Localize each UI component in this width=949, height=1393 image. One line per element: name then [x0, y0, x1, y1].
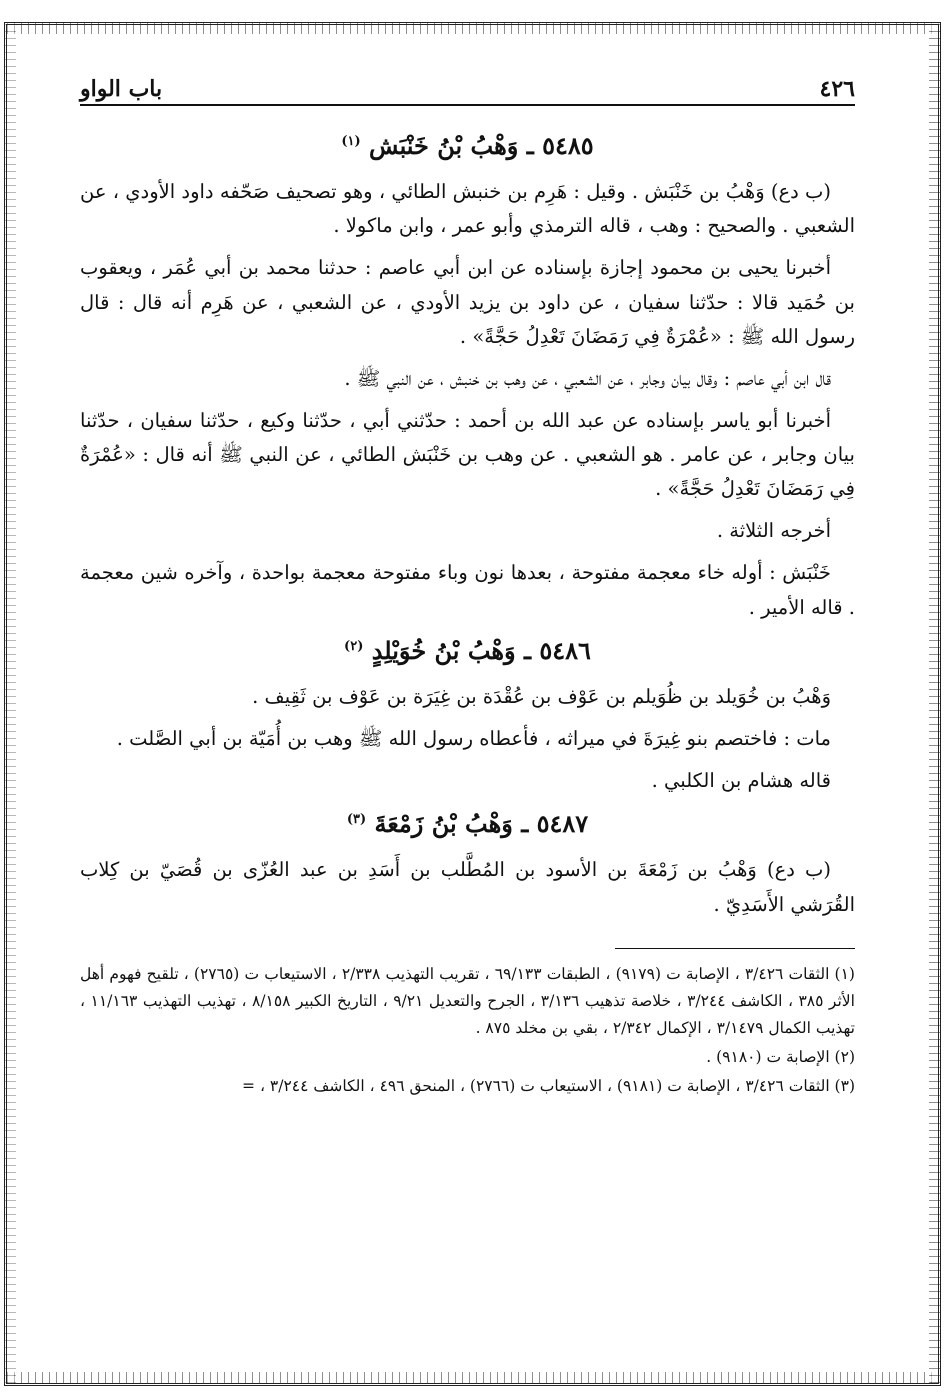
entry-paragraph: قاله هشام بن الكلبي .: [651, 769, 831, 793]
footnotes: [80, 961, 855, 1101]
entry-paragraph: أخرجه الثلاثة .: [716, 519, 831, 543]
entry-paragraph: (ب دع) وَهْبُ بن خَنْبَش . وقيل : هَرِم بن خنبش الطائي ، وهو تصحيف صَحّفه داود الأودي ، عن الشعبي . والصحيح : وهب ، قاله الترمذي وأبو عمر ، وابن ماكولا .: [80, 180, 855, 238]
footnote: (١) الثقات ٣/٤٢٦ ، الإصابة ت (٩١٧٩) ، الطبقات ٦٩/١٣٣ ، تقريب التهذيب ٢/٣٣٨ ، الاستيعاب ت (٢٧٦٥) ، تلقيح فهوم أهل الأثر ٣٨٥ ، الكاشف ٣/٢٤٤ ، خلاصة تذهيب ٣/١٣٦ ، الجرح والتعديل ٩/٢١ ، التاريخ الكبير ٨/١٥٨ ، تهذيب التهذيب ١١/١٦٣ ، تهذيب الكمال ٣/١٤٧٩ ، الإكمال ٢/٣٤٢ ، بقي بن مخلد ٨٧٥ .: [80, 964, 855, 1037]
page-content: [80, 120, 855, 1102]
footnote-ref: (٢): [344, 638, 364, 654]
footnote: (٣) الثقات ٣/٤٢٦ ، الإصابة ت (٩١٨١) ، الاستيعاب ت (٢٧٦٦) ، المنحق ٤٩٦ ، الكاشف ٣/٢٤٤ ، =: [242, 1077, 855, 1096]
entry-heading-text: ٥٤٨٥ ـ وَهْبُ بْنُ خَنْبَش: [368, 131, 594, 160]
footnote-ref: (١): [341, 134, 361, 149]
footnote-separator: [615, 948, 855, 949]
entry-heading-text: ٥٤٨٦ ـ وَهْبُ بْنُ خُوَيْلِدٍ: [371, 635, 591, 665]
book-page: [80, 70, 855, 1310]
entry-paragraph: أخبرنا أبو ياسر بإسناده عن عبد الله بن أحمد : حدّثني أبي ، حدّثنا وكيع ، حدّثنا سفيان ، حدّثنا بيان وجابر ، عن عامر . هو الشعبي . عن وهب بن خَنْبَش الطائي ، عن النبي ﷺ أنه قال : «عُمْرَةٌ فِي رَمَضَانَ تَعْدِلُ حَجَّةً» .: [80, 408, 855, 501]
entry-paragraph: أخبرنا يحيى بن محمود إجازة بإسناده عن ابن أبي عاصم : حدثنا محمد بن أبي عُمَر ، ويعقوب بن حُمَيد قالا : حدّثنا سفيان ، عن داود بن يزيد الأودي ، عن الشعبي ، عن هَرِم أنه قال : قال رسول الله ﷺ : «عُمْرَةٌ فِي رَمَضَانَ تَعْدِلُ حَجَّةً» .: [80, 256, 855, 348]
footnote-ref: (٣): [346, 812, 367, 828]
footnote: (٢) الإصابة ت (٩١٨٠) .: [706, 1048, 855, 1067]
entry-paragraph: قال ابن أبي عاصم : وقال بيان وجابر ، عن الشعبي ، عن وهب بن خنبش ، عن النبي ﷺ .: [344, 366, 831, 390]
header-rule: [80, 104, 855, 106]
section-title: باب الواو: [80, 76, 163, 102]
entry-heading: [80, 130, 855, 161]
entry-heading-text: ٥٤٨٧ ـ وَهْبُ بْنُ زَمْعَةَ: [374, 809, 589, 839]
entry-paragraph: مات : فاختصم بنو غِيرَةَ في ميراثه ، فأعطاه رسول الله ﷺ وهب بن أُمَيّة بن أبي الصَّلت .: [116, 727, 831, 750]
running-head: [80, 70, 855, 102]
entry-paragraph: وَهْبُ بن خُوَيلد بن ظُوَيلم بن عَوْف بن عُقْدَة بن غِيَرَة بن عَوْف بن ثَقِيف .: [252, 684, 831, 708]
page-number: ٤٢٦: [819, 76, 855, 102]
entry-paragraph: خَنْبَش : أوله خاء معجمة مفتوحة ، بعدها نون وباء مفتوحة معجمة بواحدة ، وآخره شين معجمة . قاله الأمير .: [80, 561, 855, 619]
entry-heading: [80, 635, 855, 666]
entry-paragraph: (ب دع) وَهْبُ بن زَمْعَةَ بن الأسود بن المُطَّلب بن أَسَدِ بن عبد العُزّى بن قُصَيّ بن كِلاب القُرَشي الأَسَدِيّ .: [80, 858, 855, 916]
entry-heading: [80, 808, 855, 839]
